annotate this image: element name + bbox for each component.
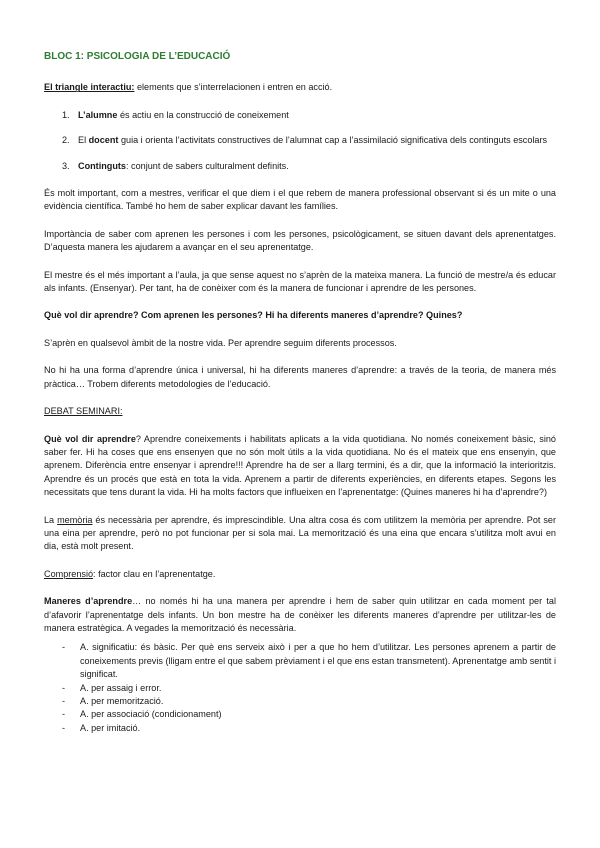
comprehension-label: Comprensió [44, 568, 94, 579]
list-item [44, 160, 556, 173]
list-item [44, 695, 556, 708]
triangle-list [44, 109, 556, 173]
learning-type-text: A. per assaig i error. [80, 682, 162, 693]
paragraph-comprehension [44, 568, 556, 581]
list-item [44, 641, 556, 681]
page-title: BLOC 1: PSICOLOGIA DE L’EDUCACIÓ [44, 51, 231, 62]
paragraph-verify: És molt important, com a mestres, verificar el que diem i el que rebem de manera professional observant si és un mite o una evidència científica. També ho hem de saber explicar davant les famílies. [44, 188, 556, 212]
item-text: és actiu en la construcció de coneixement [117, 109, 289, 120]
item-pre: El [78, 135, 89, 146]
list-number: 2. [62, 135, 70, 146]
debate-heading: DEBAT SEMINARI: [44, 406, 123, 417]
memory-pre: La [44, 514, 58, 525]
dash-bullet: - [62, 722, 66, 733]
paragraph-memory [44, 514, 556, 554]
dash-bullet: - [62, 696, 66, 706]
triangle-intro [44, 81, 556, 94]
list-number: 3. [62, 160, 70, 171]
paragraph-teacher: El mestre és el més important a l’aula, ja que sense aquest no s’aprèn de la mateixa manera. La funció de mestre/a és educar als infants. (Ensenyar). Per tant, ha de conèixer com és la manera de funcionar i aprendre de les persones. [44, 269, 556, 294]
item-text: : conjunt de sabers culturalment definits. [125, 160, 289, 171]
item-term: docent [88, 135, 119, 146]
paragraph-ways [44, 595, 556, 635]
learning-type-text: A. significatiu: és bàsic. Per què ens serveix això i per a que ho hem d’utilitzar. Les persones aprenem a partir de coneixements previs (lligam entre el que sabem prèviament i el que ens estan transmetent). Aprenentatge amb sentit i significat. [80, 642, 556, 680]
paragraph-importance: Importància de saber com aprenen les persones i com les persones, psicològicament, se situen davant dels aprenentatges. D’aquesta manera les ajudarem a avançar en el seu aprenentatge. [44, 228, 556, 253]
question-heading: Què vol dir aprendre? Com aprenen les persones? Hi ha diferents maneres d’aprendre? Quines? [44, 310, 463, 321]
learning-type-text: A. per imitació. [80, 722, 141, 733]
item-text: guia i orienta l’activitats constructives de l’alumnat cap a l’assimilació significativa dels continguts escolars [118, 135, 548, 146]
debate-question-label: Què vol dir aprendre [44, 433, 136, 444]
triangle-text: elements que s’interrelacionen i entren en acció. [134, 82, 333, 93]
list-item [44, 682, 556, 695]
ways-text: … no només hi ha una manera per aprendre i hem de saber quin utilitzar en cada moment per tal d’afavorir l’aprenentatge dels infants. Un bon mestre ha de conèixer les diferents maneres d’aprendre per utilitzar-les de manera estratègica. A vegades la memorització és necessària. [44, 596, 556, 633]
document-body [44, 50, 556, 735]
comprehension-text: : factor clau en l’aprenentatge. [93, 568, 216, 579]
dash-bullet: - [62, 642, 66, 653]
dash-bullet: - [62, 682, 66, 693]
list-number: 1. [62, 109, 70, 120]
paragraph-anywhere: S’aprèn en qualsevol àmbit de la nostre vida. Per aprendre seguim diferents processos. [44, 337, 397, 348]
dash-bullet: - [62, 709, 66, 720]
list-item [44, 708, 556, 721]
memory-text: és necessària per aprendre, és imprescindible. Una altra cosa és com utilitzem la memòria per aprendre. Pot ser una eina per aprendre, però no pot funcionar per si sola mai. La memorització és una eina que encara s’utilitza molt avui en dia, està molt present. [44, 514, 556, 552]
item-term: L’alumne [78, 109, 118, 120]
ways-label: Maneres d’aprendre [44, 596, 133, 607]
list-item [44, 722, 556, 735]
paragraph-methods: No hi ha una forma d’aprendre única i universal, hi ha diferents maneres d’aprendre: a través de la teoria, de manera més pràctica… Trobem diferents metodologies de l’educació. [44, 365, 556, 389]
learning-type-text: A. per associació (condicionament) [80, 709, 222, 720]
list-item [44, 134, 556, 147]
debate-question-text: ? Aprendre coneixements i habilitats aplicats a la vida quotidiana. No només coneixement bàsic, sinó saber fer. Hi ha coses que ens ensenyen que no són molt útils a la vida quotidiana. No és el mateix que ens ensenyin, que aprenem. Diferència entre ensenyar i aprendre!!! Aprendre ha de ser a llarg termini, és a dir, que la informació la interioritzis. Aprendre és un procés que està en tota la vida. Aprenem a partir de diferents experiències, en diferents etapes. Segons les necessitats que tens durant la vida. Hi ha molts factors que influeixen en l’aprenentatge: (Quines maneres hi ha d’aprendre?) [44, 433, 556, 498]
list-item [44, 109, 556, 122]
paragraph-what-is-learning [44, 433, 556, 500]
memory-label: memòria [57, 514, 93, 525]
learning-type-text: A. per memorització. [80, 696, 164, 706]
item-term: Continguts [78, 160, 126, 171]
triangle-label: El triangle interactiu: [44, 82, 135, 93]
learning-types-list [44, 641, 556, 735]
